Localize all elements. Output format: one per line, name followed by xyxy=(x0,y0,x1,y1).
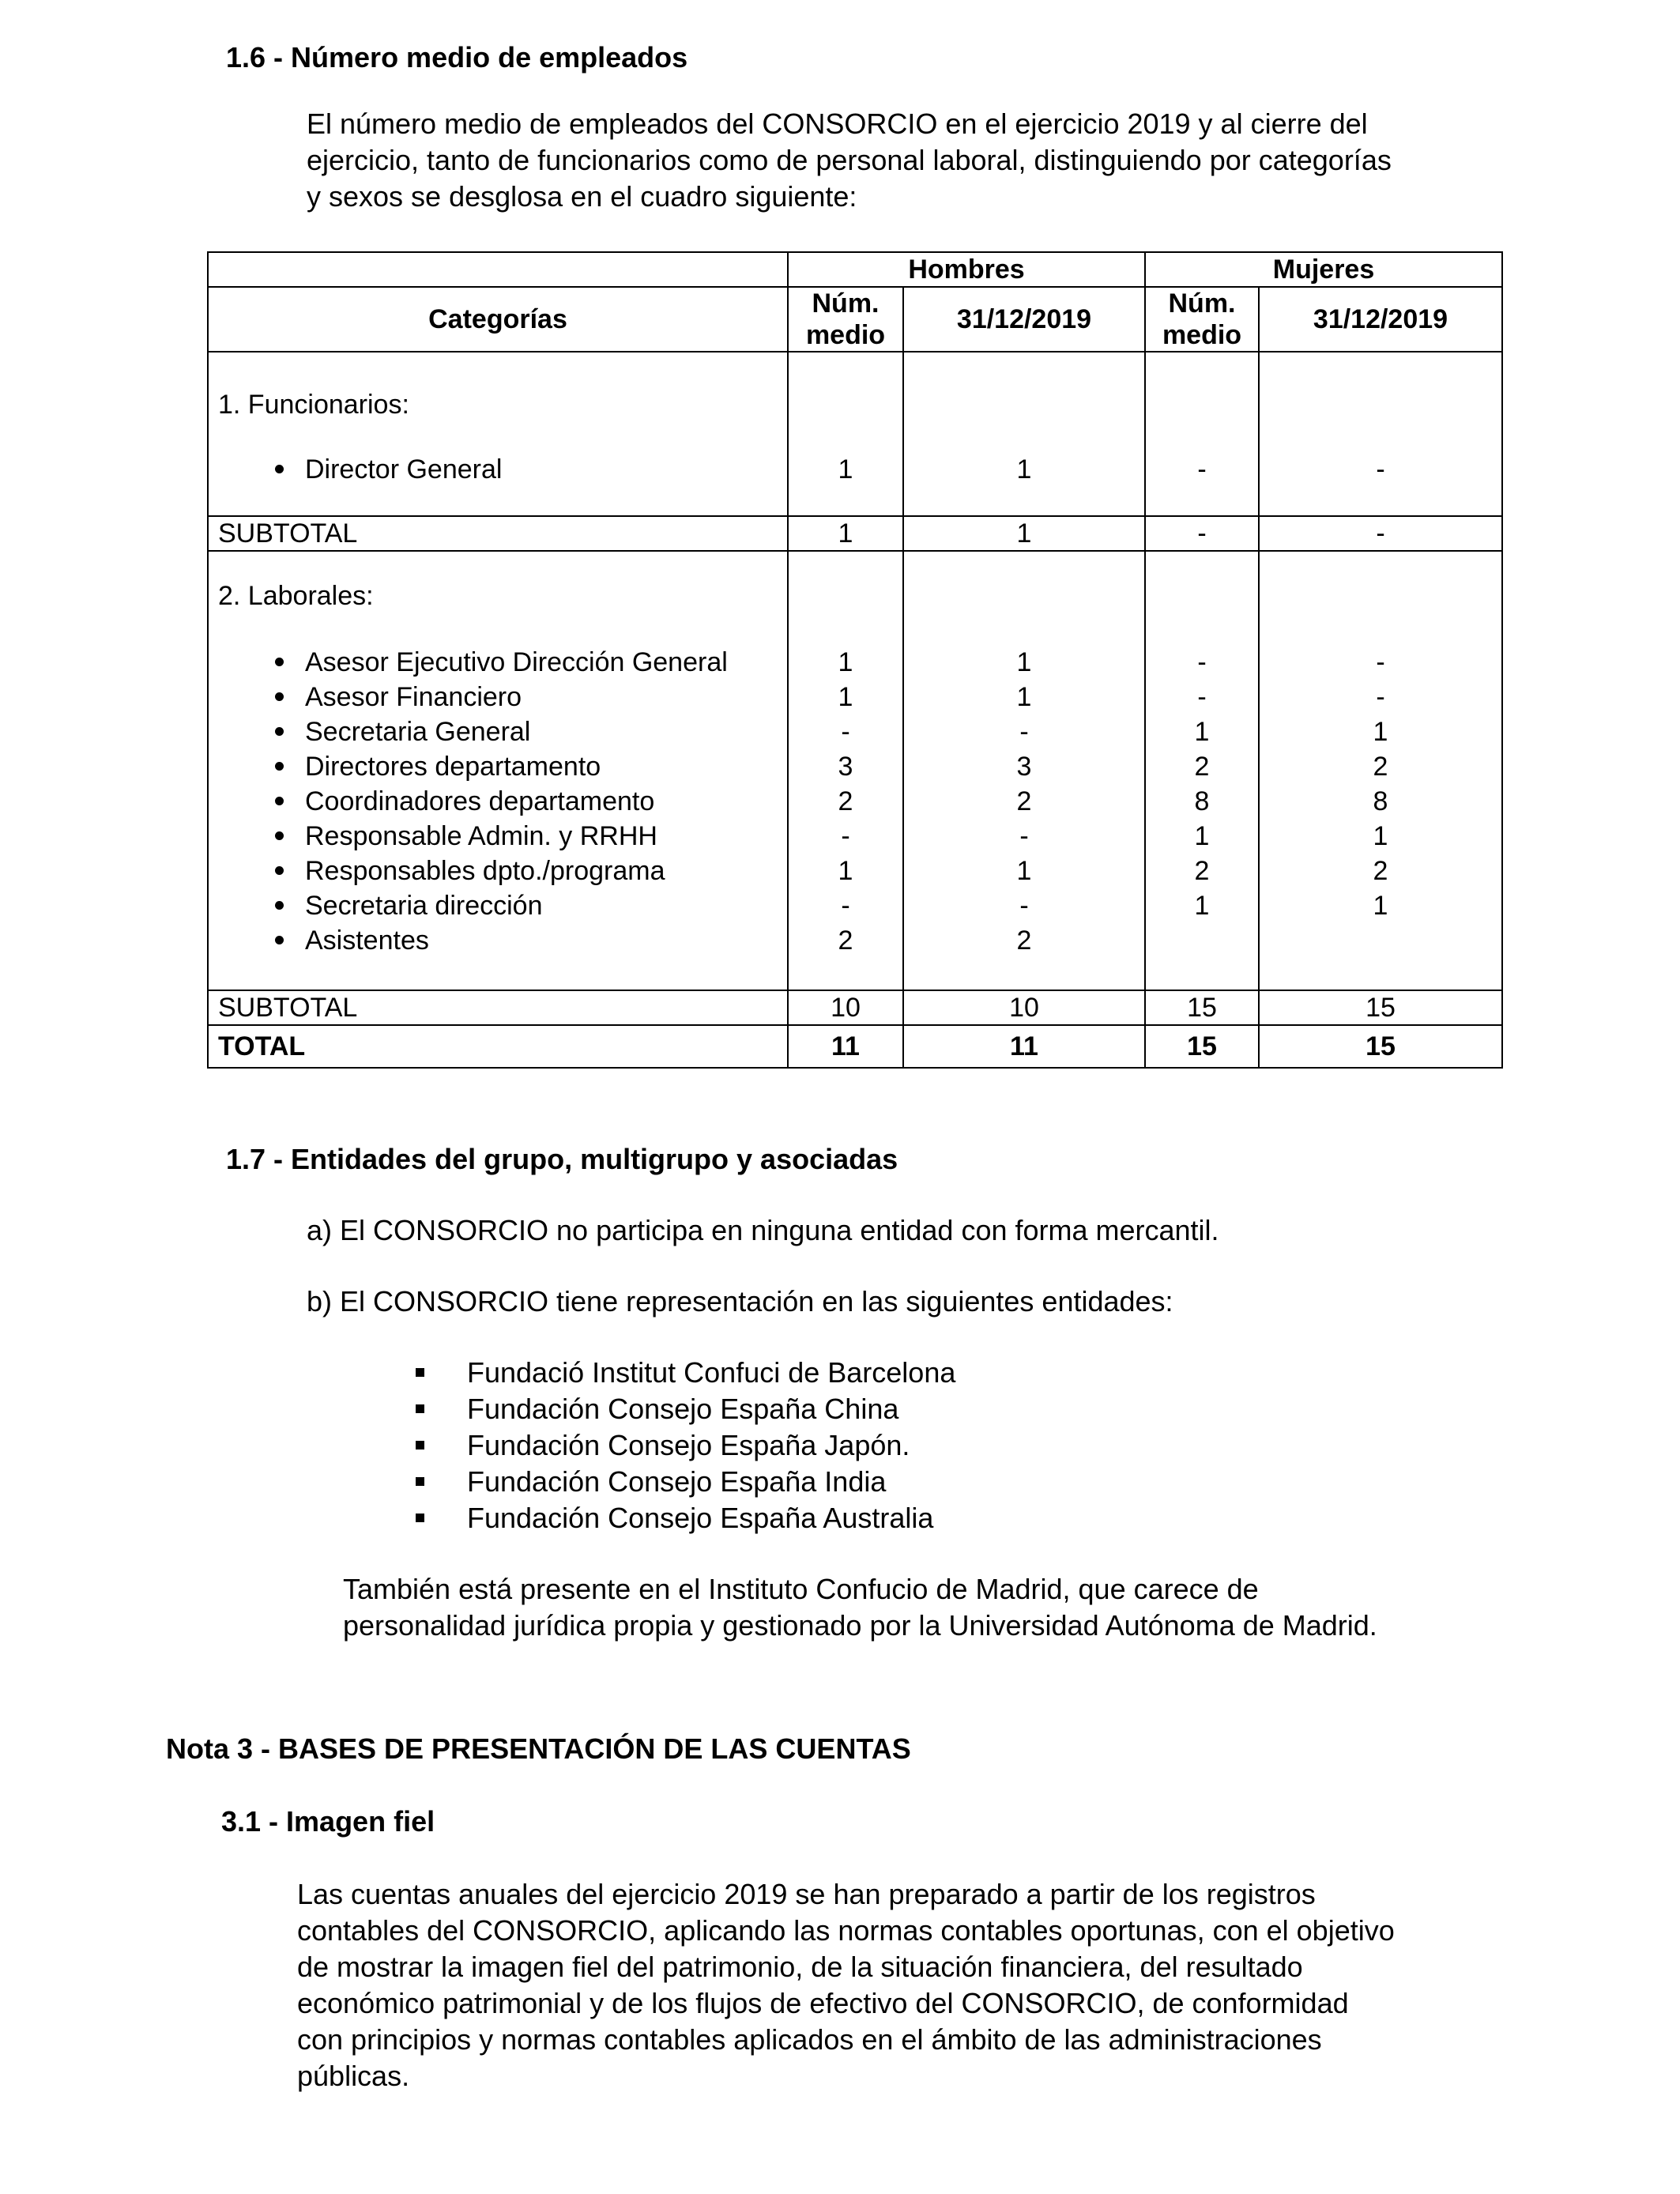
entity-name: Fundación Consejo España Japón. xyxy=(467,1429,910,1461)
entity-name: Fundació Institut Confuci de Barcelona xyxy=(467,1356,956,1389)
section-1-7-heading: 1.7 - Entidades del grupo, multigrupo y asociadas xyxy=(226,1143,898,1175)
header-fecha-mujeres: 31/12/2019 xyxy=(1313,304,1448,334)
value-cell: - xyxy=(1376,682,1385,712)
intro-line: y sexos se desglosa en el cuadro siguiente: xyxy=(307,180,857,213)
value-cell: 8 xyxy=(1373,786,1388,816)
bullet-icon xyxy=(275,797,284,805)
value-cell: - xyxy=(1019,891,1029,921)
value-cell: 1 xyxy=(1373,821,1388,851)
value-cell: 1 xyxy=(1016,856,1032,886)
table-border xyxy=(207,251,209,1069)
value-cell: 2 xyxy=(1373,856,1388,886)
value-cell: 2 xyxy=(1016,786,1032,816)
employees-table xyxy=(207,251,1503,1069)
item-label: Directores departamento xyxy=(305,752,601,782)
value-cell: 1 xyxy=(1016,454,1032,484)
value-cell: - xyxy=(1019,717,1029,747)
table-border xyxy=(207,351,1503,352)
funcionarios-label: 1. Funcionarios: xyxy=(218,390,409,420)
value-cell: 1 xyxy=(838,682,853,712)
header-line: medio xyxy=(1162,320,1242,350)
value-cell: - xyxy=(1376,647,1385,677)
value-cell: 3 xyxy=(838,752,853,782)
list-item xyxy=(275,854,665,888)
item-label: Secretaria dirección xyxy=(305,891,543,921)
list-item xyxy=(275,680,522,714)
list-item xyxy=(275,645,728,680)
bullet-icon xyxy=(416,1477,424,1486)
intro-line: El número medio de empleados del CONSORCIO en el ejercicio 2019 y al cierre del xyxy=(307,107,1368,140)
value-cell: 2 xyxy=(1194,752,1210,782)
section-3-1-paragraph xyxy=(297,1876,1482,2094)
bullet-icon xyxy=(275,936,284,944)
intro-line: ejercicio, tanto de funcionarios como de personal laboral, distinguiendo por categorías xyxy=(307,144,1392,176)
value-cell: 1 xyxy=(838,647,853,677)
paragraph-line: contables del CONSORCIO, aplicando las normas contables oportunas, con el objetivo xyxy=(297,1914,1395,1947)
subtotal-label: SUBTOTAL xyxy=(218,993,358,1023)
header-fecha-hombres: 31/12/2019 xyxy=(956,304,1092,334)
value-cell: 1 xyxy=(838,454,853,484)
list-item xyxy=(275,784,654,819)
entity-name: Fundación Consejo España China xyxy=(467,1393,899,1425)
bullet-icon xyxy=(416,1441,424,1449)
paragraph-line: con principios y normas contables aplicados en el ámbito de las administraciones xyxy=(297,2023,1322,2056)
header-categorias: Categorías xyxy=(428,304,567,334)
paragraph-line: Las cuentas anuales del ejercicio 2019 se han preparado a partir de los registros xyxy=(297,1878,1316,1910)
paragraph-line: de mostrar la imagen fiel del patrimonio, de la situación financiera, del resultado xyxy=(297,1951,1303,1983)
closing-line: personalidad jurídica propia y gestionado por la Universidad Autónoma de Madrid. xyxy=(343,1609,1377,1642)
subtotal-label: SUBTOTAL xyxy=(218,518,358,548)
value-cell: 2 xyxy=(838,925,853,956)
header-num-medio-mujeres xyxy=(1146,288,1258,351)
value-cell: - xyxy=(841,717,850,747)
item-label: Asistentes xyxy=(305,925,429,956)
nota-3-heading: Nota 3 - BASES DE PRESENTACIÓN DE LAS CUENTAS xyxy=(166,1732,911,1765)
value-cell: - xyxy=(1376,454,1385,484)
item-label: Secretaria General xyxy=(305,717,531,747)
table-border xyxy=(207,1067,1503,1069)
list-item xyxy=(275,749,601,784)
value-cell: 1 xyxy=(1194,891,1210,921)
entity-name: Fundación Consejo España Australia xyxy=(467,1502,934,1534)
subtotal-value: 15 xyxy=(1187,993,1217,1023)
value-cell: 8 xyxy=(1194,786,1210,816)
bullet-icon xyxy=(275,762,284,771)
section-1-6-intro xyxy=(307,106,1492,215)
entity-name: Fundación Consejo España India xyxy=(467,1465,887,1498)
value-cell: 1 xyxy=(1016,682,1032,712)
value-cell: 2 xyxy=(1016,925,1032,956)
list-item xyxy=(275,452,502,487)
subtotal-value: 15 xyxy=(1365,993,1396,1023)
header-num-medio-hombres xyxy=(789,288,902,351)
list-item xyxy=(275,714,530,749)
bullet-icon xyxy=(416,1368,424,1377)
bullet-icon xyxy=(275,866,284,875)
entities-list xyxy=(416,1355,955,1536)
item-label: Asesor Financiero xyxy=(305,682,522,712)
bullet-icon xyxy=(275,692,284,701)
value-cell: 2 xyxy=(838,786,853,816)
bullet-icon xyxy=(416,1404,424,1413)
item-label: Responsable Admin. y RRHH xyxy=(305,821,657,851)
total-value: 15 xyxy=(1365,1031,1396,1061)
header-mujeres: Mujeres xyxy=(1272,254,1375,285)
table-border xyxy=(207,550,1503,552)
value-cell: - xyxy=(841,821,850,851)
list-item xyxy=(416,1500,955,1536)
bullet-icon xyxy=(275,831,284,840)
section-1-6-heading: 1.6 - Número medio de empleados xyxy=(226,41,688,74)
list-item xyxy=(275,923,429,958)
value-cell: 1 xyxy=(1194,717,1210,747)
item-label: Responsables dpto./programa xyxy=(305,856,665,886)
list-item xyxy=(416,1464,955,1500)
list-item xyxy=(416,1355,955,1391)
total-value: 11 xyxy=(831,1031,860,1061)
value-cell: 1 xyxy=(1373,891,1388,921)
list-item xyxy=(275,819,657,854)
list-item xyxy=(275,888,542,923)
point-b: b) El CONSORCIO tiene representación en las siguientes entidades: xyxy=(307,1285,1173,1318)
total-value: 15 xyxy=(1187,1031,1217,1061)
bullet-icon xyxy=(275,727,284,736)
value-cell: - xyxy=(841,891,850,921)
item-label: Asesor Ejecutivo Dirección General xyxy=(305,647,728,677)
subtotal-value: 10 xyxy=(831,993,861,1023)
value-cell: 1 xyxy=(1373,717,1388,747)
value-cell: 1 xyxy=(1194,821,1210,851)
value-cell: 2 xyxy=(1194,856,1210,886)
total-value: 11 xyxy=(1010,1031,1038,1061)
item-label: Coordinadores departamento xyxy=(305,786,655,816)
subtotal-value: 10 xyxy=(1009,993,1039,1023)
bullet-icon xyxy=(275,658,284,666)
subtotal-value: 1 xyxy=(1016,518,1032,548)
paragraph-line: económico patrimonial y de los flujos de efectivo del CONSORCIO, de conformidad xyxy=(297,1987,1349,2019)
header-line: Núm. xyxy=(1168,288,1236,319)
section-1-7-closing xyxy=(343,1571,1492,1644)
value-cell: 3 xyxy=(1016,752,1032,782)
closing-line: También está presente en el Instituto Confucio de Madrid, que carece de xyxy=(343,1573,1259,1605)
section-3-1-heading: 3.1 - Imagen fiel xyxy=(221,1805,435,1838)
value-cell: 2 xyxy=(1373,752,1388,782)
laborales-label: 2. Laborales: xyxy=(218,581,374,611)
header-hombres: Hombres xyxy=(908,254,1025,285)
header-line: Núm. xyxy=(812,288,880,319)
header-line: medio xyxy=(805,320,886,350)
list-item xyxy=(416,1427,955,1464)
list-item xyxy=(416,1391,955,1427)
value-cell: - xyxy=(1019,821,1029,851)
bullet-icon xyxy=(275,465,284,473)
table-border xyxy=(1501,251,1503,1069)
point-a: a) El CONSORCIO no participa en ninguna entidad con forma mercantil. xyxy=(307,1214,1219,1246)
value-cell: - xyxy=(1197,454,1207,484)
bullet-icon xyxy=(416,1514,424,1522)
paragraph-line: públicas. xyxy=(297,2060,410,2092)
item-label: Director General xyxy=(305,454,503,484)
value-cell: - xyxy=(1197,682,1207,712)
value-cell: 1 xyxy=(838,856,853,886)
total-label: TOTAL xyxy=(218,1031,306,1061)
subtotal-value: - xyxy=(1197,518,1207,548)
subtotal-value: 1 xyxy=(838,518,853,548)
value-cell: - xyxy=(1197,647,1207,677)
bullet-icon xyxy=(275,901,284,910)
subtotal-value: - xyxy=(1376,518,1385,548)
value-cell: 1 xyxy=(1016,647,1032,677)
